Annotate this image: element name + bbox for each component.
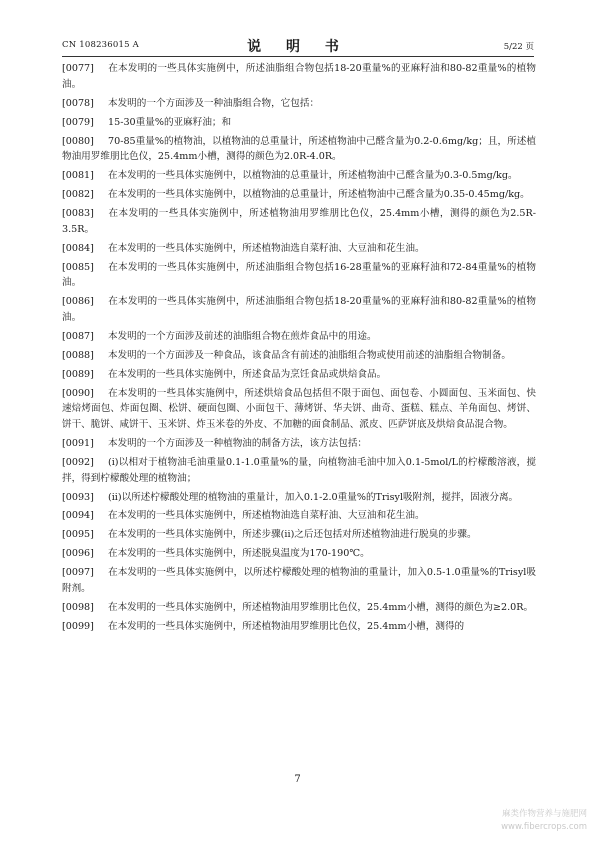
watermark-name: 麻类作物营养与施肥网 <box>501 809 587 819</box>
paragraph-number: [0084] <box>62 242 94 254</box>
paragraph <box>62 294 536 325</box>
paragraph <box>62 134 536 165</box>
paragraph-number: [0085] <box>62 261 94 273</box>
page-header <box>62 36 534 57</box>
paragraph-text: (i)以相对于植物油毛油重量0.1-1.0重量%的量，向植物油毛油中加入0.1-5mol/L的柠檬酸溶液，搅拌，得到柠檬酸处理的植物油； <box>62 456 536 484</box>
paragraph <box>62 490 536 506</box>
paragraph <box>62 508 536 524</box>
paragraph <box>62 367 536 383</box>
paragraph <box>62 187 536 203</box>
paragraph-number: [0083] <box>62 208 94 220</box>
paragraph-number: [0093] <box>62 491 94 503</box>
paragraph-number: [0089] <box>62 368 94 380</box>
paragraph-number: [0099] <box>62 621 94 632</box>
paragraph <box>62 455 536 486</box>
paragraph-number: [0078] <box>62 97 94 109</box>
paragraph <box>62 600 536 616</box>
paragraph <box>62 329 536 345</box>
document-body <box>62 61 536 638</box>
paragraph <box>62 241 536 257</box>
paragraph <box>62 436 536 452</box>
paragraph <box>62 260 536 291</box>
paragraph-number: [0086] <box>62 296 94 308</box>
paragraph-text: (ii)以所述柠檬酸处理的植物油的重量计，加入0.1-2.0重量%的Trisyl吸附剂，搅拌，固液分离。 <box>108 491 519 503</box>
paragraph <box>62 168 536 184</box>
paragraph-text: 在本发明的一些具体实施例中，所述步骤(ii)之后还包括对所述植物油进行脱臭的步骤。 <box>108 529 477 541</box>
page-number: 7 <box>294 774 301 785</box>
paragraph-text: 在本发明的一些具体实施例中，所述植物油选自菜籽油、大豆油和花生油。 <box>108 510 425 522</box>
document-title: 说 明 书 <box>247 39 349 55</box>
paragraph <box>62 206 536 237</box>
paragraph-number: [0077] <box>62 63 94 74</box>
paragraph-text: 本发明的一个方面涉及一种食品，该食品含有前述的油脂组合物或使用前述的油脂组合物制备。 <box>108 349 511 361</box>
paragraph-text: 在本发明的一些具体实施例中，以植物油的总重量计，所述植物油中己醛含量为0.35-0.45mg/kg。 <box>108 189 530 201</box>
paragraph <box>62 348 536 364</box>
paragraph-number: [0094] <box>62 510 94 522</box>
paragraph-text: 在本发明的一些具体实施例中，所述植物油用罗维朋比色仪，25.4mm小槽，测得的颜色为2.5R-3.5R。 <box>62 208 536 235</box>
paragraph <box>62 96 536 112</box>
watermark-url: www.fibercrops.com <box>501 822 587 832</box>
paragraph-text: 在本发明的一些具体实施例中，所述脱臭温度为170-190℃。 <box>108 548 370 560</box>
paragraph-text: 本发明的一个方面涉及一种油脂组合物，它包括： <box>108 97 320 109</box>
paragraph-text: 在本发明的一些具体实施例中，以植物油的总重量计，所述植物油中己醛含量为0.3-0.5mg/kg。 <box>108 170 518 182</box>
paragraph-number: [0079] <box>62 116 94 128</box>
paragraph-text: 15-30重量%的亚麻籽油；和 <box>108 116 232 128</box>
paragraph-number: [0081] <box>62 170 94 182</box>
watermark <box>501 808 587 834</box>
paragraph-number: [0092] <box>62 456 94 468</box>
paragraph-number: [0080] <box>62 135 94 147</box>
paragraph-number: [0087] <box>62 330 94 342</box>
paragraph <box>62 565 536 596</box>
paragraph-number: [0098] <box>62 602 94 614</box>
paragraph-number: [0088] <box>62 349 94 361</box>
paragraph-text: 本发明的一个方面涉及前述的油脂组合物在煎炸食品中的用途。 <box>108 330 377 342</box>
paragraph <box>62 619 536 635</box>
paragraph-number: [0097] <box>62 567 94 579</box>
paragraph-text: 在本发明的一些具体实施例中，所述植物油选自菜籽油、大豆油和花生油。 <box>108 242 425 254</box>
paragraph-text: 在本发明的一些具体实施例中，所述食品为烹饪食品或烘焙食品。 <box>108 368 387 380</box>
paragraph-number: [0082] <box>62 189 94 201</box>
paragraph-number: [0090] <box>62 387 94 399</box>
paragraph-text: 本发明的一个方面涉及一种植物油的制备方法，该方法包括： <box>108 437 368 449</box>
paragraph-text: 在本发明的一些具体实施例中，所述油脂组合物包括16-28重量%的亚麻籽油和72-84重量%的植物油。 <box>62 261 536 289</box>
paragraph-text: 在本发明的一些具体实施例中，所述油脂组合物包括18-20重量%的亚麻籽油和80-82重量%的植物油。 <box>62 63 536 90</box>
paragraph-text: 在本发明的一些具体实施例中，所述油脂组合物包括18-20重量%的亚麻籽油和80-82重量%的植物油。 <box>62 296 536 323</box>
page-indicator: 5/22 页 <box>503 42 534 52</box>
paragraph-number: [0091] <box>62 437 94 449</box>
paragraph-text: 70-85重量%的植物油，以植物油的总重量计，所述植物油中己醛含量为0.2-0.6mg/kg；且，所述植物油用罗维朋比色仪，25.4mm小槽，测得的颜色为2.0R-4.0R。 <box>62 135 536 163</box>
paragraph <box>62 386 536 433</box>
paragraph-number: [0095] <box>62 529 94 541</box>
patent-number: CN 108236015 A <box>62 40 139 50</box>
paragraph-number: [0096] <box>62 548 94 560</box>
paragraph-text: 在本发明的一些具体实施例中，以所述柠檬酸处理的植物油的重量计，加入0.5-1.0重量%的Trisyl吸附剂。 <box>62 567 536 595</box>
paragraph <box>62 61 536 92</box>
paragraph <box>62 546 536 562</box>
paragraph <box>62 115 536 131</box>
paragraph <box>62 527 536 543</box>
paragraph-text: 在本发明的一些具体实施例中，所述烘焙食品包括但不限于面包、面包卷、小圆面包、玉米面包、快速焙烤面包、炸面包圈、松饼、硬面包圈、小面包干、薄烤饼、华夫饼、曲奇、蛋糕、糕点、羊角面包、烤饼、饼干、脆饼、咸饼干、玉米饼、炸玉米卷的外皮、不加糖的面食制品、派皮、匹萨饼底及烘焙食品混合物。 <box>62 387 536 430</box>
paragraph-text: 在本发明的一些具体实施例中，所述植物油用罗维朋比色仪，25.4mm小槽，测得的 <box>108 621 465 632</box>
paragraph-text: 在本发明的一些具体实施例中，所述植物油用罗维朋比色仪，25.4mm小槽，测得的颜色为≥2.0R。 <box>108 602 534 614</box>
